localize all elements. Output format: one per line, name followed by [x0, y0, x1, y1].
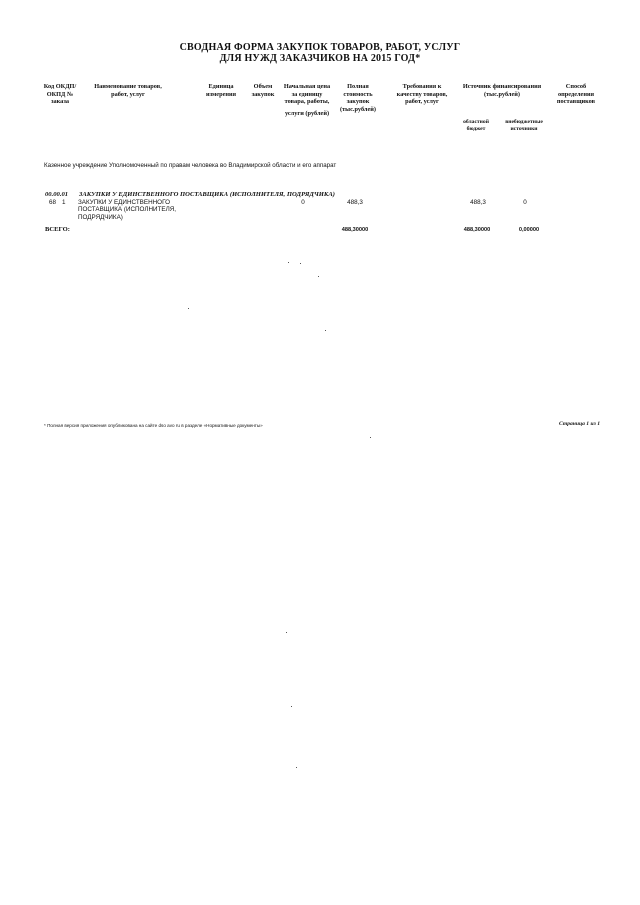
totals-regional: 488,30000: [463, 227, 491, 233]
totals-label: ВСЕГО:: [45, 226, 70, 233]
row-price: 0: [301, 199, 305, 206]
document-title-line1: СВОДНАЯ ФОРМА ЗАКУПОК ТОВАРОВ, РАБОТ, УСЛУГ: [179, 42, 461, 53]
header-source-extra: внебюджетные источники: [505, 119, 543, 132]
header-requirements: Требования к качеству товаров, работ, услуг: [396, 83, 448, 106]
row-regional: 488,3: [470, 199, 486, 206]
scan-speck: [286, 632, 287, 633]
scan-speck: [318, 276, 319, 277]
page-number: Страница 1 из 1: [559, 421, 600, 427]
header-price-line-b: услуги (рублей): [284, 109, 330, 117]
header-source-regional: областной бюджет: [463, 119, 489, 132]
header-source: Источник финансирования (тыс.рублей): [462, 83, 542, 98]
row-code-a: 68: [49, 199, 57, 206]
header-price-line-a: Начальная цена за единицу товара, работы,: [283, 83, 331, 106]
scan-speck: [188, 308, 189, 309]
header-method: Способ определения поставщиков: [556, 83, 596, 106]
organization-name: Казенное учреждение Уполномоченный по правам человека во Владимирской области и его аппарат: [44, 162, 337, 169]
section-title: ЗАКУПКИ У ЕДИНСТВЕННОГО ПОСТАВЩИКА (ИСПОЛНИТЕЛЯ, ПОДРЯДЧИКА): [79, 191, 335, 198]
header-unit: Единица измерения: [205, 83, 237, 98]
header-code: Код ОКДП/ ОКПД № заказа: [43, 83, 77, 106]
document-title-line2: ДЛЯ НУЖД ЗАКАЗЧИКОВ НА 2015 ГОД*: [219, 53, 421, 64]
scan-speck: [288, 262, 289, 263]
totals-total: 488,30000: [341, 227, 369, 233]
totals-extra: 0,00000: [518, 227, 540, 233]
scan-speck: [325, 330, 326, 331]
scan-speck: [370, 437, 371, 438]
row-total: 488,3: [347, 199, 363, 206]
header-total: Полная стоимость закупок (тыс.рублей): [339, 83, 376, 113]
scan-speck: [296, 767, 297, 768]
header-name: Наименование товаров, работ, услуг: [94, 83, 162, 98]
row-name: ЗАКУПКИ У ЕДИНСТВЕННОГО ПОСТАВЩИКА (ИСПОЛНИТЕЛЯ, ПОДРЯДЧИКА): [78, 199, 177, 221]
row-extra: 0: [523, 199, 527, 206]
scan-speck: [291, 706, 292, 707]
row-code-b: 1: [62, 199, 66, 206]
header-volume: Объем закупок: [251, 83, 275, 98]
footnote: * Полная версия приложения опубликована на сайте dso avo ru в разделе «Нормативные документы»: [44, 423, 263, 428]
section-code: 00.00.01: [45, 191, 69, 198]
scan-speck: [300, 263, 301, 264]
header-price: [283, 83, 331, 117]
